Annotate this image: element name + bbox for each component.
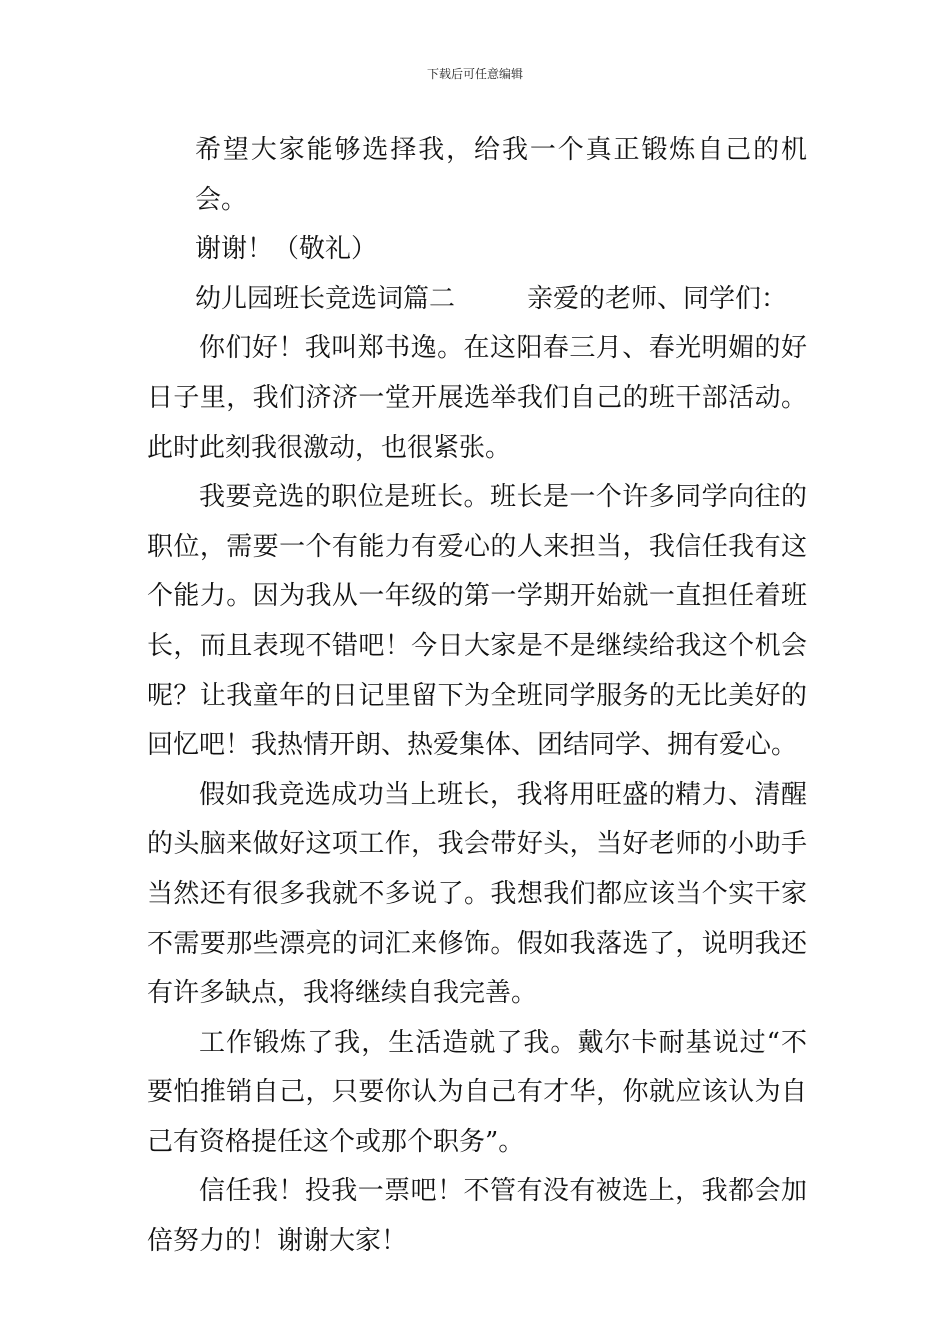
paragraph-quote: 工作锻炼了我，生活造就了我。戴尔卡耐基说过“不要怕推销自己，只要你认为自己有才华，你就应该认为自己有资格提任这个或那个职务”。 (147, 1027, 807, 1157)
page-header-note: 下载后可任意编辑 (426, 67, 523, 81)
paragraph-position: 我要竞选的职位是班长。班长是一个许多同学向往的职位，需要一个有能力有爱心的人来担当，我信任我有这个能力。因为我从一年级的第一学期开始就一直担任着班长，而且表现不错吧！今日大家是不是继续给我这个机会呢？让我童年的日记里留下为全班同学服务的无比美好的回忆吧！我热情开朗、热爱集体、团结同学、拥有爱心。 (147, 482, 807, 761)
paragraph-greeting: 你们好！我叫郑书逸。在这阳春三月、春光明媚的好日子里，我们济济一堂开展选举我们自己的班干部活动。此时此刻我很激动，也很紧张。 (147, 333, 807, 463)
section-title: 幼儿园班长竞选词篇二 (195, 283, 456, 314)
closing-line: 希望大家能够选择我，给我一个真正锻炼自己的机会。 (195, 135, 807, 215)
paragraph-appeal: 信任我！投我一票吧！不管有没有被选上，我都会加倍努力的！谢谢大家！ (147, 1176, 807, 1257)
thanks-line: 谢谢！（敬礼） (195, 234, 378, 265)
salutation: 亲爱的老师、同学们： (527, 283, 788, 314)
paragraph-plan: 假如我竞选成功当上班长，我将用旺盛的精力、清醒的头脑来做好这项工作，我会带好头，当好老师的小助手当然还有很多我就不多说了。我想我们都应该当个实干家不需要那些漂亮的词汇来修饰。假如我落选了，说明我还有许多缺点，我将继续自我完善。 (147, 779, 807, 1009)
document-body (147, 126, 807, 1267)
section-title-line (147, 275, 807, 325)
